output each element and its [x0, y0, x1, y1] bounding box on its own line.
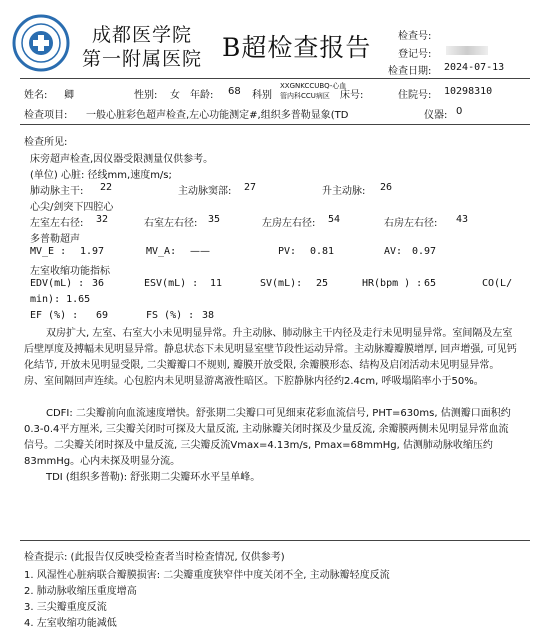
redacted-register-no — [446, 46, 488, 55]
pv-value: 0.81 — [310, 246, 335, 257]
dept-line1: XXGNKCCUBQ-心血 — [280, 82, 347, 90]
asc-aorta-value: 26 — [380, 182, 393, 193]
exam-no-label: 检查号: — [398, 31, 432, 42]
findings-heading: 检查所见: — [24, 137, 68, 148]
pv-label: PV: — [278, 246, 297, 257]
device-label: 仪器: — [424, 110, 448, 121]
aortic-sinus-value: 27 — [244, 182, 257, 193]
conclusion-item-1: 1. 风湿性心脏病联合瓣膜损害: 二尖瓣重度狭窄伴中度关闭不全, 主动脉瓣轻度反流 — [24, 570, 390, 581]
exam-date: 2024-07-13 — [444, 62, 505, 73]
mva-value: —— — [190, 246, 210, 257]
sv-value: 25 — [316, 278, 329, 289]
sv-label: SV(mL): — [260, 278, 303, 289]
patient-sex: 女 — [170, 90, 180, 101]
patient-age-label: 年龄: — [190, 90, 214, 101]
ra-label: 右室左右径: — [144, 218, 198, 229]
exam-items: 一般心脏彩色超声检查,左心功能测定#,组织多普勒显象(TD — [86, 110, 349, 121]
unit-line: (单位) 心脏: 径线mm,速度m/s; — [30, 170, 172, 181]
device: 0 — [456, 106, 463, 117]
header-divider — [20, 78, 530, 79]
av-label: AV: — [384, 246, 403, 257]
esv-value: 11 — [210, 278, 223, 289]
ra-value: 35 — [208, 214, 221, 225]
conclusion-heading: 检查提示: (此报告仅反映受检查者当时检查情况, 仅供参考) — [24, 552, 285, 563]
conclusion-divider — [20, 540, 530, 541]
av-value: 0.97 — [412, 246, 437, 257]
patient-name-label: 姓名: — [24, 90, 48, 101]
esv-label: ESV(mL) : — [144, 278, 199, 289]
findings-intro: 床旁超声检查,因仪器受限测量仅供参考。 — [30, 154, 214, 165]
patient-sex-label: 性别: — [134, 90, 158, 101]
ef-label: EF (%) : — [30, 310, 79, 321]
fs-label: FS (%) : — [146, 310, 195, 321]
fs-value: 38 — [202, 310, 215, 321]
la-value: 32 — [96, 214, 109, 225]
hr-value: 65 — [424, 278, 437, 289]
lv-value: 54 — [328, 214, 341, 225]
la-label: 左室左右径: — [30, 218, 84, 229]
rv-value: 43 — [456, 214, 469, 225]
register-no-label: 登记号: — [398, 49, 432, 60]
conclusion-item-2: 2. 肺动脉收缩压重度增高 — [24, 586, 137, 597]
co-value: min): 1.65 — [30, 294, 91, 305]
four-chamber-heading: 心尖/剑突下四腔心 — [30, 202, 114, 213]
exam-date-label: 检查日期: — [388, 66, 432, 77]
inpatient-label: 住院号: — [398, 90, 432, 101]
bed-label: 床号: — [340, 90, 364, 101]
pa-label: 肺动脉主干: — [30, 186, 84, 197]
asc-aorta-label: 升主动脉: — [322, 186, 366, 197]
findings-paragraph-1: 双房扩大, 左室、右室大小未见明显异常。升主动脉、肺动脉主干内径及走行未见明显异常。室间隔及左室后壁厚度及搏幅未见明显异常。静息状态下未见明显室壁节段性运动异常。主动脉瓣瓣膜增厚, 回声增强, 可见钙化结节, 开放未见明显受限, 二尖瓣瓣口不规则, 瓣膜开放受限, 余瓣膜形态、结构及启闭活动未见明显异常。房、室间隔回声连续。心包腔内未见明显游离液性暗区。下腔静脉内径约2.4cm, 呼吸塌陷率小于50%。 — [24, 328, 517, 387]
hospital-logo-icon — [12, 14, 70, 72]
rv-label: 右房左右径: — [384, 218, 438, 229]
mve-label: MV_E : — [30, 246, 67, 257]
lv-label: 左房左右径: — [262, 218, 316, 229]
co-label: CO(L/ — [482, 278, 513, 289]
doppler-heading: 多普勒超声 — [30, 234, 80, 245]
dept-line2: 管内科CCU病区 — [280, 92, 330, 100]
hospital-name-line2: 第一附属医院 — [82, 48, 203, 70]
ef-value: 69 — [96, 310, 109, 321]
exam-items-label: 检查项目: — [24, 110, 68, 121]
mva-label: MV_A: — [146, 246, 177, 257]
conclusion-item-4: 4. 左室收缩功能减低 — [24, 618, 117, 629]
lv-func-heading: 左室收缩功能指标 — [30, 266, 110, 277]
mve-value: 1.97 — [80, 246, 105, 257]
edv-label: EDV(mL) : — [30, 278, 85, 289]
conclusion-item-3: 3. 三尖瓣重度反流 — [24, 602, 107, 613]
info-divider — [20, 124, 530, 125]
dept-label: 科别 — [252, 90, 272, 101]
report-title: B超检查报告 — [222, 33, 372, 62]
hr-label: HR(bpm ) : — [362, 278, 423, 289]
hospital-name-line1: 成都医学院 — [92, 24, 193, 46]
pa-value: 22 — [100, 182, 113, 193]
edv-value: 36 — [92, 278, 105, 289]
findings-paragraph-2: CDFI: 二尖瓣前向血流速度增快。舒张期二尖瓣口可见细束花彩血流信号, PHT=630ms, 估测瓣口面积约0.3-0.4平方厘米, 三尖瓣关闭时可探及大量反流, 主动脉瓣关闭时探及少量反流, 余瓣膜两侧未见明显异常血流信号。二尖瓣关闭时探及中量反流, 三尖瓣反流Vmax=4.13m/s, Pmax=68mmHg, 估测肺动脉收缩压约83mmHg。心内未探及明显分流。 — [24, 408, 511, 467]
inpatient-no: 10298310 — [444, 86, 493, 97]
findings-paragraph-3: TDI (组织多普勒): 舒张期二尖瓣环水平呈单峰。 — [46, 472, 261, 483]
patient-age: 68 — [228, 86, 241, 97]
patient-name: 卿 — [64, 90, 74, 101]
aortic-sinus-label: 主动脉窦部: — [178, 186, 232, 197]
